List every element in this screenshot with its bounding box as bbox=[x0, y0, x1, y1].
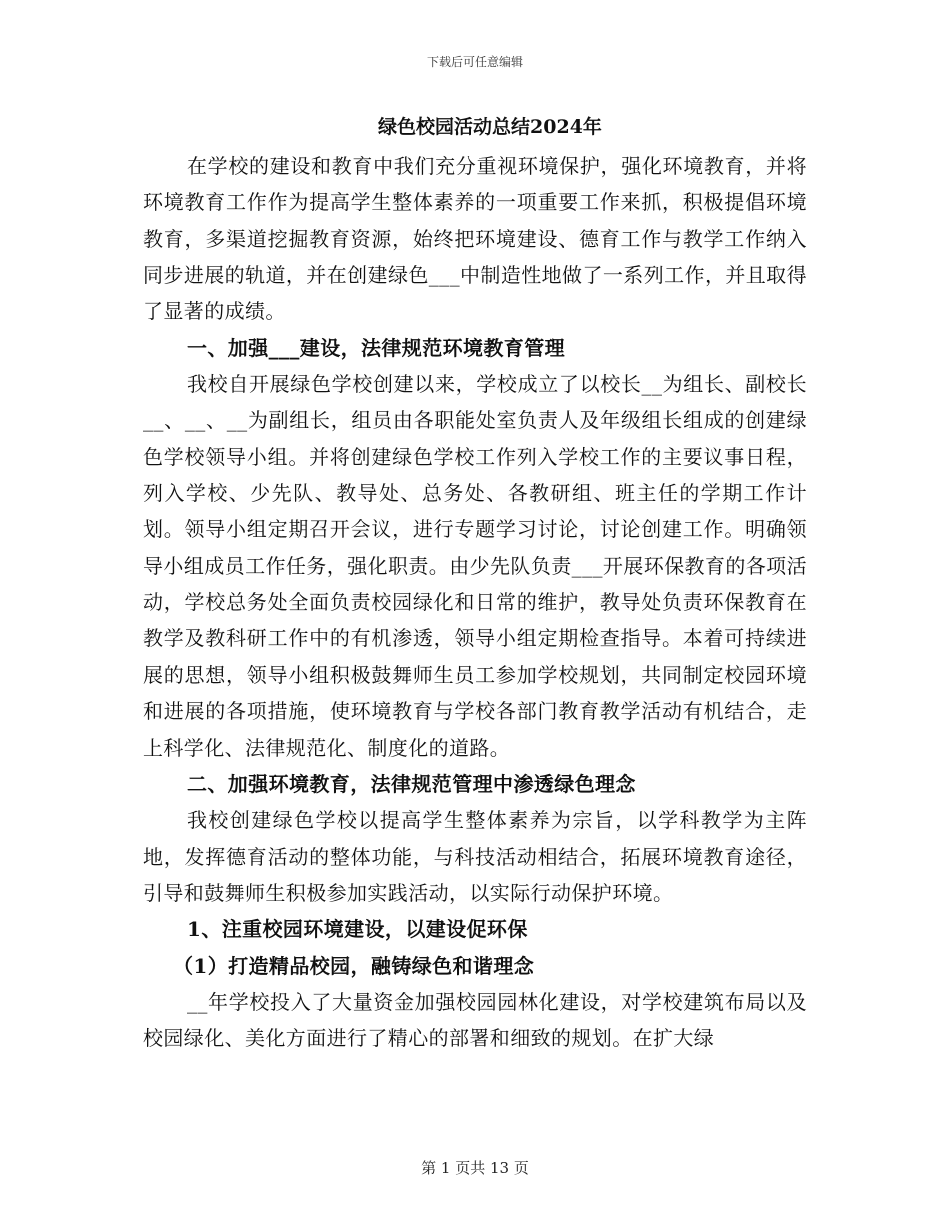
subsection-1-1-heading: （1）打造精品校园，融铸绿色和谐理念 bbox=[173, 953, 535, 978]
document-body bbox=[143, 106, 807, 1057]
intro-paragraph: 在学校的建设和教育中我们充分重视环境保护，强化环境教育，并将环境教育工作作为提高学生整体素养的一项重要工作来抓，积极提倡环境教育，多渠道挖掘教育资源，始终把环境建设、德育工作与教学工作纳入同步进展的轨道，并在创建绿色___中制造性地做了一系列工作，并且取得了显著的成绩。 bbox=[143, 154, 807, 324]
section-1-paragraph: 我校自开展绿色学校创建以来，学校成立了以校长__为组长、副校长__、__、__为副组长，组员由各职能处室负责人及年级组长组成的创建绿色学校领导小组。并将创建绿色学校工作列入学校工作的主要议事日程，列入学校、少先队、教导处、总务处、各教研组、班主任的学期工作计划。领导小组定期召开会议，进行专题学习讨论，讨论创建工作。明确领导小组成员工作任务，强化职责。由少先队负责___开展环保教育的各项活动，学校总务处全面负责校园绿化和日常的维护，教导处负责环保教育在教学及教科研工作中的有机渗透，领导小组定期检查指导。本着可持续进展的思想，领导小组积极鼓舞师生员工参加学校规划，共同制定校园环境和进展的各项措施，使环境教育与学校各部门教育教学活动有机结合，走上科学化、法律规范化、制度化的道路。 bbox=[143, 372, 807, 760]
subsection-1-1-paragraph: __年学校投入了大量资金加强校园园林化建设，对学校建筑布局以及校园绿化、美化方面进行了精心的部署和细致的规划。在扩大绿 bbox=[143, 989, 807, 1051]
document-title: 绿色校园活动总结2024年 bbox=[378, 116, 602, 138]
section-2-paragraph: 我校创建绿色学校以提高学生整体素养为宗旨，以学科教学为主阵地，发挥德育活动的整体功能，与科技活动相结合，拓展环境教育途径，引导和鼓舞师生积极参加实践活动，以实际行动保护环境。 bbox=[143, 808, 807, 905]
header-note: 下载后可任意编辑 bbox=[426, 55, 523, 69]
section-1-heading: 一、加强___建设，法律规范环境教育管理 bbox=[187, 335, 565, 360]
subsection-1-heading: 1、注重校园环境建设，以建设促环保 bbox=[187, 917, 528, 942]
page-number: 第 1 页共 13 页 bbox=[421, 1159, 529, 1177]
section-2-heading: 二、加强环境教育，法律规范管理中渗透绿色理念 bbox=[187, 771, 636, 796]
